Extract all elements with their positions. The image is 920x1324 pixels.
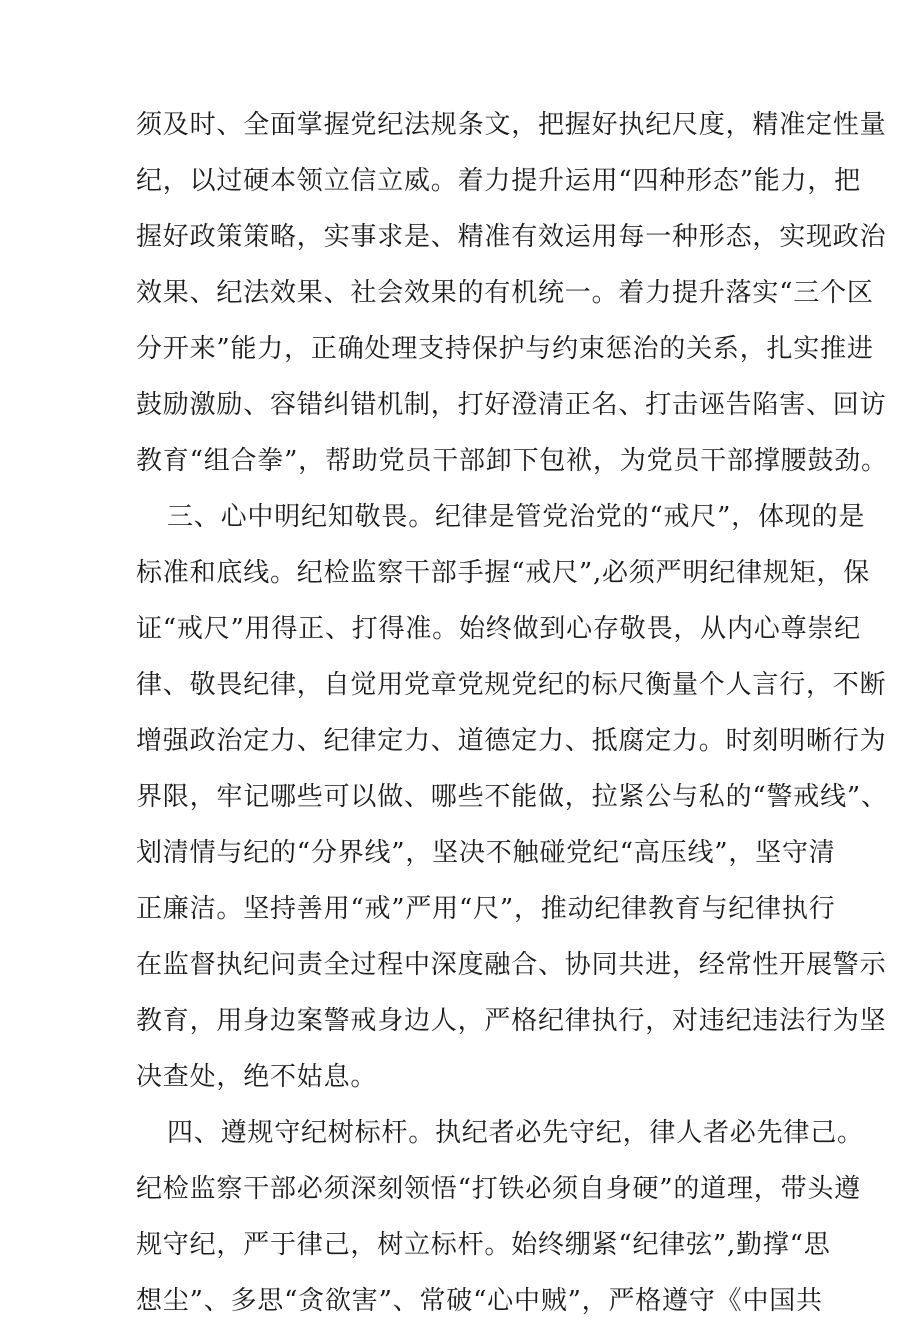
section-3-heading-line: 三、心中明纪知敬畏。纪律是管党治党的“戒尺”，体现的是 — [167, 502, 866, 532]
text-line: 纪检监察干部必须深刻领悟“打铁必须自身硬”的道理，带头遵 — [136, 1174, 861, 1204]
text-line: 在监督执纪问责全过程中深度融合、协同共进，经常性开展警示 — [136, 950, 887, 980]
text-line: 教育，用身边案警戒身边人，严格纪律执行，对违纪违法行为坚 — [136, 1006, 887, 1036]
text-line: 划清情与纪的“分界线”，坚决不触碰党纪“高压线”，坚守清 — [136, 838, 836, 868]
text-line: 鼓励激励、容错纠错机制，打好澄清正名、打击诬告陷害、回访 — [136, 390, 887, 420]
text-line: 纪，以过硬本领立信立威。着力提升运用“四种形态”能力，把 — [136, 166, 861, 196]
text-line: 增强政治定力、纪律定力、道德定力、抵腐定力。时刻明晰行为 — [136, 726, 887, 756]
text-line: 教育“组合拳”，帮助党员干部卸下包袱，为党员干部撑腰鼓劲。 — [136, 446, 888, 476]
text-line: 正廉洁。坚持善用“戒”严用“尺”，推动纪律教育与纪律执行 — [136, 894, 836, 924]
text-line: 须及时、全面掌握党纪法规条文，把握好执纪尺度，精准定性量 — [136, 110, 887, 140]
section-4-heading-line: 四、遵规守纪树标杆。执纪者必先守纪，律人者必先律己。 — [167, 1118, 864, 1148]
text-line: 分开来”能力，正确处理支持保护与约束惩治的关系，扎实推进 — [136, 334, 874, 364]
text-line: 握好政策策略，实事求是、精准有效运用每一种形态，实现政治 — [136, 222, 887, 252]
text-line: 标准和底线。纪检监察干部手握“戒尺”,必须严明纪律规矩，保 — [136, 558, 871, 588]
text-line: 规守纪，严于律己，树立标杆。始终绷紧“纪律弦”,勤撑“思 — [136, 1230, 831, 1260]
text-line: 效果、纪法效果、社会效果的有机统一。着力提升落实“三个区 — [136, 278, 874, 308]
text-line: 律、敬畏纪律，自觉用党章党规党纪的标尺衡量个人言行，不断 — [136, 670, 887, 700]
text-line: 证“戒尺”用得正、打得准。始终做到心存敬畏，从内心尊崇纪 — [136, 614, 861, 644]
text-line: 决查处，绝不姑息。 — [136, 1062, 378, 1092]
text-line: 界限，牢记哪些可以做、哪些不能做，拉紧公与私的“警戒线”、 — [136, 782, 888, 812]
text-line: 想尘”、多思“贪欲害”、常破“心中贼”，严格遵守《中国共 — [136, 1286, 823, 1316]
